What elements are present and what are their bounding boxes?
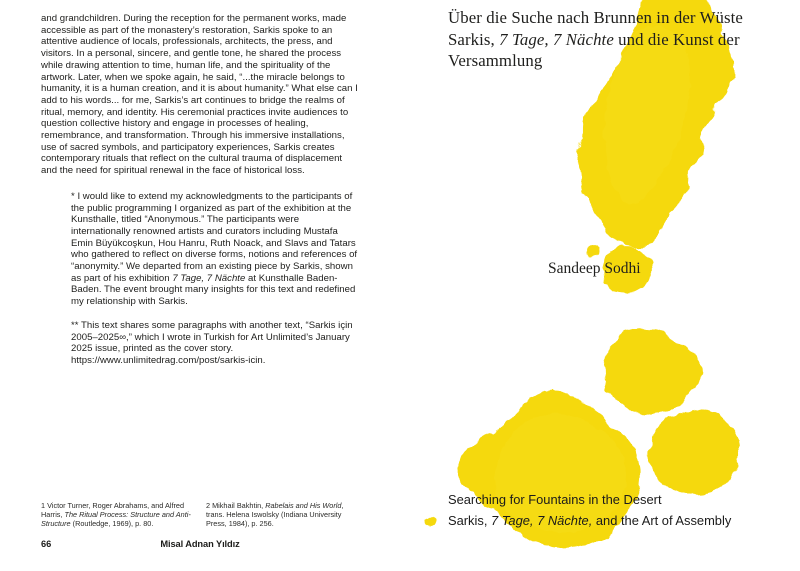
body-paragraph: and grandchildren. During the reception for the permanent works, made accessible as part of the monastery’s restoration, Sarkis spoke to an attentive audience of locals, professionals, architects, the press, and visitors. In a personal, sincere, and gentle tone, he shared the process while drawing attention to time, human life, and the spirituality of the artwork. Later, when we spoke again, he said, “...the miracle belongs to humanity, it is a human creation, and it is about humanity.” What else can I add to his words... for me, Sarkis’s art continues to bridge the realms of ritual, memory, and identity. His ceremonial practices invite audiences to question collective history and engage in processes of healing, remembrance, and transformation. Through his immersive installations, use of sacred symbols, and participatory experiences, Sarkis creates contemporary rituals that reflect on the cultural trauma of displacement and the need for spiritual renewal in the face of historical loss. <box>41 13 358 177</box>
ink-dot-small <box>587 247 600 257</box>
title-english: Searching for Fountains in the Desert Sarkis, 7 Tage, 7 Nächte, and the Art of Assembly <box>448 492 732 528</box>
ink-speck <box>422 516 438 525</box>
reference-1 <box>41 501 194 529</box>
title-german: Über die Suche nach Brunnen in der Wüste Sarkis, 7 Tage, 7 Nächte und die Kunst der Versammlung <box>448 8 743 71</box>
ink-blot-lower-top <box>605 329 699 415</box>
ink-blot-lower-right <box>648 410 738 495</box>
left-text-column <box>41 13 359 379</box>
left-page-footer <box>41 539 359 553</box>
page-number: 66 <box>41 539 52 549</box>
running-head-author: Misal Adnan Yıldız <box>160 539 240 549</box>
author-name: Sandeep Sodhi <box>548 260 641 277</box>
yellow-ink-blots <box>400 0 800 571</box>
reference-1-text: 1 Victor Turner, Roger Abrahams, and Alfred Harris, The Ritual Process: Structure and Anti-Structure (Routledge, 1969), p. 80. <box>41 501 191 529</box>
reference-2-text: 2 Mikhail Bakhtin, Rabelais and His World, trans. Helena Iswolsky (Indiana University Press, 1984), p. 256. <box>206 501 344 529</box>
footnote-star: * I would like to extend my acknowledgments to the participants of the public programming I organized as part of the exhibition at the Kunsthalle, titled “Anonymous.” The participants were internationally renowned artists and curators including Mustafa Emin Büyükcoşkun, Hou Hanru, Ruth Noack, and Slavs and Tatars who gathered to reflect on diverse forms, notions and references of “anonymity.” We departed from an existing piece by Sarkis, shown as part of his exhibition 7 Tage, 7 Nächte at Kunsthalle Baden-Baden. The event brought many insights for this text and redefined my relationship with Sarkis. <box>71 190 358 308</box>
reference-2 <box>206 501 359 529</box>
footnote-double-star: ** This text shares some paragraphs with another text, “Sarkis için 2005–2025∞,” which I wrote in Turkish for Art Unlimited’s January 2025 issue, printed as the cover story. https://www.unlimitedrag.com/post/sarkis-icin. <box>71 319 353 366</box>
